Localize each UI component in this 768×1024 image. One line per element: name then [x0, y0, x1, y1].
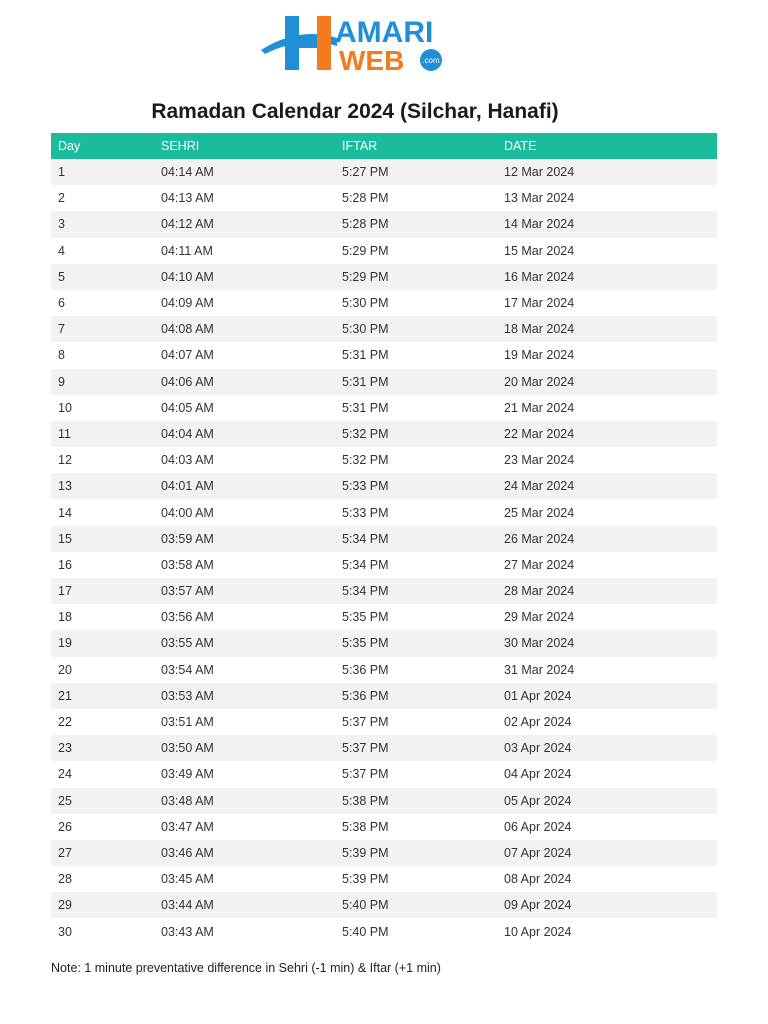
cell-sehri: 03:51 AM: [154, 709, 335, 735]
cell-date: 06 Apr 2024: [497, 814, 717, 840]
cell-iftar: 5:34 PM: [335, 578, 497, 604]
cell-date: 25 Mar 2024: [497, 499, 717, 525]
table-row: [51, 395, 717, 421]
table-row: [51, 526, 717, 552]
cell-iftar: 5:30 PM: [335, 316, 497, 342]
table-row: [51, 421, 717, 447]
table-row: [51, 683, 717, 709]
cell-iftar: 5:27 PM: [335, 159, 497, 185]
logo-h-left: [285, 16, 299, 70]
cell-sehri: 04:07 AM: [154, 342, 335, 368]
table-row: [51, 657, 717, 683]
cell-day: 28: [51, 866, 154, 892]
cell-date: 14 Mar 2024: [497, 211, 717, 237]
table-row: [51, 735, 717, 761]
hamariweb-logo: [259, 12, 449, 74]
cell-date: 07 Apr 2024: [497, 840, 717, 866]
cell-iftar: 5:37 PM: [335, 735, 497, 761]
cell-day: 9: [51, 369, 154, 395]
ramadan-calendar-table: [51, 133, 717, 945]
header-day: Day: [51, 133, 154, 159]
cell-iftar: 5:38 PM: [335, 814, 497, 840]
cell-iftar: 5:31 PM: [335, 342, 497, 368]
cell-date: 23 Mar 2024: [497, 447, 717, 473]
table-row: [51, 159, 717, 185]
logo-text-bottom: WEB: [339, 45, 405, 74]
cell-iftar: 5:32 PM: [335, 421, 497, 447]
cell-sehri: 04:10 AM: [154, 264, 335, 290]
table-row: [51, 473, 717, 499]
cell-sehri: 03:56 AM: [154, 604, 335, 630]
header-iftar: IFTAR: [335, 133, 497, 159]
cell-iftar: 5:40 PM: [335, 918, 497, 944]
cell-sehri: 03:47 AM: [154, 814, 335, 840]
cell-day: 21: [51, 683, 154, 709]
cell-sehri: 03:59 AM: [154, 526, 335, 552]
cell-day: 11: [51, 421, 154, 447]
cell-date: 01 Apr 2024: [497, 683, 717, 709]
cell-sehri: 03:54 AM: [154, 657, 335, 683]
cell-iftar: 5:28 PM: [335, 211, 497, 237]
table-row: [51, 185, 717, 211]
logo-text-top: AMARI: [335, 16, 434, 49]
cell-iftar: 5:34 PM: [335, 552, 497, 578]
logo-h-bar: [299, 38, 317, 48]
cell-iftar: 5:39 PM: [335, 866, 497, 892]
table-row: [51, 630, 717, 656]
cell-day: 27: [51, 840, 154, 866]
cell-date: 03 Apr 2024: [497, 735, 717, 761]
logo-badge-text: .com: [422, 56, 440, 65]
table-row: [51, 761, 717, 787]
cell-sehri: 04:08 AM: [154, 316, 335, 342]
cell-sehri: 03:48 AM: [154, 788, 335, 814]
table-row: [51, 290, 717, 316]
cell-sehri: 03:43 AM: [154, 918, 335, 944]
table-row: [51, 709, 717, 735]
cell-date: 05 Apr 2024: [497, 788, 717, 814]
cell-iftar: 5:40 PM: [335, 892, 497, 918]
cell-iftar: 5:33 PM: [335, 473, 497, 499]
table-row: [51, 788, 717, 814]
cell-sehri: 04:12 AM: [154, 211, 335, 237]
cell-date: 28 Mar 2024: [497, 578, 717, 604]
table-row: [51, 264, 717, 290]
table-row: [51, 211, 717, 237]
table-row: [51, 892, 717, 918]
cell-day: 13: [51, 473, 154, 499]
page-title: Ramadan Calendar 2024 (Silchar, Hanafi): [151, 100, 559, 123]
logo-h-right: [317, 16, 331, 70]
cell-day: 16: [51, 552, 154, 578]
cell-sehri: 03:57 AM: [154, 578, 335, 604]
cell-date: 04 Apr 2024: [497, 761, 717, 787]
table-body: [51, 159, 717, 945]
cell-sehri: 04:11 AM: [154, 238, 335, 264]
table-row: [51, 604, 717, 630]
cell-day: 7: [51, 316, 154, 342]
cell-iftar: 5:29 PM: [335, 238, 497, 264]
cell-iftar: 5:29 PM: [335, 264, 497, 290]
cell-day: 29: [51, 892, 154, 918]
cell-date: 27 Mar 2024: [497, 552, 717, 578]
cell-day: 26: [51, 814, 154, 840]
table-row: [51, 578, 717, 604]
cell-date: 13 Mar 2024: [497, 185, 717, 211]
cell-date: 10 Apr 2024: [497, 918, 717, 944]
header-date: DATE: [497, 133, 717, 159]
cell-day: 24: [51, 761, 154, 787]
cell-sehri: 04:13 AM: [154, 185, 335, 211]
cell-sehri: 03:45 AM: [154, 866, 335, 892]
cell-sehri: 03:53 AM: [154, 683, 335, 709]
cell-day: 4: [51, 238, 154, 264]
cell-date: 30 Mar 2024: [497, 630, 717, 656]
cell-sehri: 03:44 AM: [154, 892, 335, 918]
cell-day: 20: [51, 657, 154, 683]
cell-day: 12: [51, 447, 154, 473]
cell-day: 23: [51, 735, 154, 761]
table-row: [51, 814, 717, 840]
cell-iftar: 5:33 PM: [335, 499, 497, 525]
cell-day: 18: [51, 604, 154, 630]
table-header: [51, 133, 717, 159]
cell-day: 5: [51, 264, 154, 290]
cell-date: 02 Apr 2024: [497, 709, 717, 735]
cell-day: 14: [51, 499, 154, 525]
cell-iftar: 5:31 PM: [335, 369, 497, 395]
cell-sehri: 04:04 AM: [154, 421, 335, 447]
table-row: [51, 447, 717, 473]
cell-date: 17 Mar 2024: [497, 290, 717, 316]
cell-sehri: 04:09 AM: [154, 290, 335, 316]
footnote: Note: 1 minute preventative difference in Sehri (-1 min) & Iftar (+1 min): [51, 961, 441, 975]
table-row: [51, 238, 717, 264]
cell-sehri: 03:50 AM: [154, 735, 335, 761]
table-row: [51, 840, 717, 866]
cell-date: 22 Mar 2024: [497, 421, 717, 447]
cell-day: 8: [51, 342, 154, 368]
cell-iftar: 5:39 PM: [335, 840, 497, 866]
cell-iftar: 5:36 PM: [335, 657, 497, 683]
cell-day: 15: [51, 526, 154, 552]
table-row: [51, 499, 717, 525]
cell-iftar: 5:32 PM: [335, 447, 497, 473]
cell-day: 10: [51, 395, 154, 421]
cell-date: 31 Mar 2024: [497, 657, 717, 683]
cell-date: 08 Apr 2024: [497, 866, 717, 892]
cell-date: 18 Mar 2024: [497, 316, 717, 342]
cell-day: 22: [51, 709, 154, 735]
cell-sehri: 04:06 AM: [154, 369, 335, 395]
cell-day: 30: [51, 918, 154, 944]
cell-day: 1: [51, 159, 154, 185]
table-row: [51, 342, 717, 368]
cell-day: 25: [51, 788, 154, 814]
cell-iftar: 5:35 PM: [335, 630, 497, 656]
cell-date: 15 Mar 2024: [497, 238, 717, 264]
header-sehri: SEHRI: [154, 133, 335, 159]
cell-sehri: 04:00 AM: [154, 499, 335, 525]
cell-sehri: 03:49 AM: [154, 761, 335, 787]
cell-sehri: 04:14 AM: [154, 159, 335, 185]
cell-iftar: 5:30 PM: [335, 290, 497, 316]
cell-iftar: 5:37 PM: [335, 709, 497, 735]
cell-iftar: 5:36 PM: [335, 683, 497, 709]
header-row: [51, 133, 717, 159]
cell-sehri: 03:46 AM: [154, 840, 335, 866]
cell-iftar: 5:34 PM: [335, 526, 497, 552]
cell-date: 26 Mar 2024: [497, 526, 717, 552]
cell-date: 21 Mar 2024: [497, 395, 717, 421]
cell-iftar: 5:35 PM: [335, 604, 497, 630]
cell-day: 3: [51, 211, 154, 237]
cell-sehri: 03:58 AM: [154, 552, 335, 578]
cell-iftar: 5:31 PM: [335, 395, 497, 421]
cell-date: 29 Mar 2024: [497, 604, 717, 630]
cell-sehri: 03:55 AM: [154, 630, 335, 656]
cell-date: 16 Mar 2024: [497, 264, 717, 290]
table-row: [51, 866, 717, 892]
cell-date: 20 Mar 2024: [497, 369, 717, 395]
table-row: [51, 369, 717, 395]
cell-iftar: 5:37 PM: [335, 761, 497, 787]
cell-sehri: 04:05 AM: [154, 395, 335, 421]
cell-date: 12 Mar 2024: [497, 159, 717, 185]
cell-iftar: 5:38 PM: [335, 788, 497, 814]
cell-day: 19: [51, 630, 154, 656]
cell-sehri: 04:01 AM: [154, 473, 335, 499]
cell-date: 09 Apr 2024: [497, 892, 717, 918]
cell-date: 24 Mar 2024: [497, 473, 717, 499]
cell-day: 17: [51, 578, 154, 604]
table-row: [51, 316, 717, 342]
cell-date: 19 Mar 2024: [497, 342, 717, 368]
cell-sehri: 04:03 AM: [154, 447, 335, 473]
cell-day: 2: [51, 185, 154, 211]
table-row: [51, 552, 717, 578]
cell-day: 6: [51, 290, 154, 316]
table-row: [51, 918, 717, 944]
cell-iftar: 5:28 PM: [335, 185, 497, 211]
